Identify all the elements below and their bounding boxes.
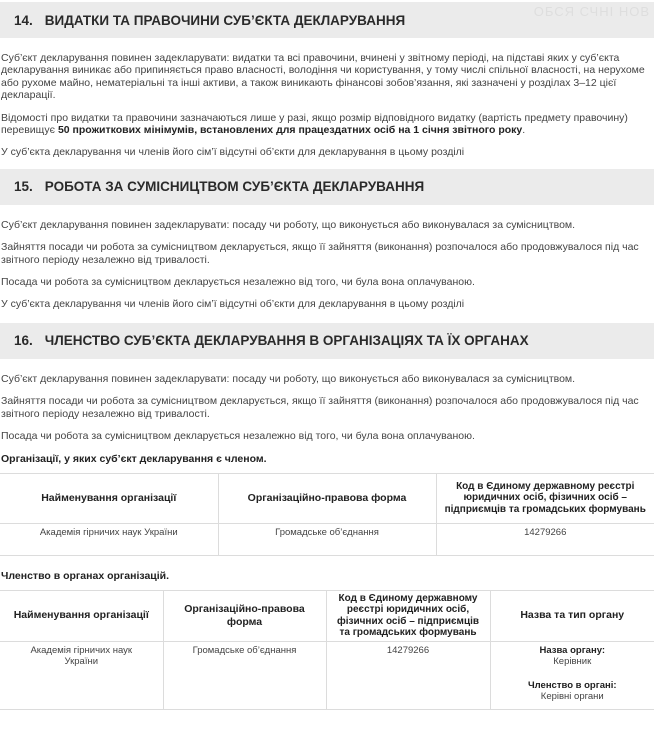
column-header: Найменування організації bbox=[0, 590, 163, 641]
section-15-paid-note: Посада чи робота за сумісництвом декларується незалежно від того, чи була вона оплачуваною. bbox=[1, 276, 475, 289]
section-number: 15. bbox=[14, 179, 33, 195]
table-header-row bbox=[0, 590, 654, 641]
section-title: ВИДАТКИ ТА ПРАВОЧИНИ СУБ’ЄКТА ДЕКЛАРУВАННЯ bbox=[44, 12, 406, 28]
organs-table bbox=[0, 590, 654, 710]
membership-value: Керівні органи bbox=[540, 691, 604, 702]
org-name-cell: Академія гірничих наук України bbox=[0, 523, 218, 555]
section-14-empty-note: У суб’єкта декларування чи членів його сім’ї відсутні об’єкти для декларування в цьому розділі bbox=[1, 146, 465, 159]
section-16-intro: Суб’єкт декларування повинен задекларувати: посаду чи роботу, що виконується або виконувалася за сумісництвом. bbox=[1, 372, 576, 385]
org-code-cell: 14279266 bbox=[436, 523, 654, 555]
organs-table-title: Членство в органах організацій. bbox=[1, 569, 170, 582]
column-header: Код в Єдиному державному реєстрі юридичних осіб, фізичних осіб – підприємців та громадських формувань bbox=[436, 473, 654, 523]
section-15-intro: Суб’єкт декларування повинен задекларувати: посаду чи роботу, що виконується або виконувалася за сумісництвом. bbox=[1, 218, 576, 231]
org-form-cell: Громадське об’єднання bbox=[218, 523, 436, 555]
section-number: 14. bbox=[14, 12, 33, 28]
organ-name-value: Керівник bbox=[553, 656, 592, 667]
section-title: РОБОТА ЗА СУМІСНИЦТВОМ СУБ’ЄКТА ДЕКЛАРУВАННЯ bbox=[44, 179, 425, 195]
section-15-duration-note: Зайняття посади чи робота за сумісництвом декларується, якщо її зайняття (виконання) розпочалося або продовжувалося під час звітного періоду незалежно від тривалості. bbox=[1, 241, 639, 266]
section-14-threshold-note: Відомості про видатки та правочини зазначаються лише у разі, якщо розмір відповідного видатку (вартість предмету правочину) перевищує 50 прожиткових мінімумів, встановлених для працездатних осіб на 1 січня звітного року. bbox=[1, 111, 628, 137]
section-16-header bbox=[0, 323, 654, 359]
column-header: Організаційно-правова форма bbox=[218, 473, 436, 523]
organ-org-form-cell: Громадське об’єднання bbox=[163, 641, 326, 709]
organ-org-name-cell: Академія гірничих наук України bbox=[0, 641, 163, 709]
section-14-intro: Суб’єкт декларування повинен задекларувати: видатки та всі правочини, вчинені у звітному періоді, на підставі яких у суб’єкта декларування виникає або припиняється право власності, володіння чи користування, у тому числі спільної власності, на нерухоме або рухоме майно, нематеріальні та інші активи, а також виникають фінансові зобов’язання, які зазначені у розділах 3–12 цієї декларації. bbox=[1, 52, 645, 102]
column-header: Найменування організації bbox=[0, 473, 218, 523]
section-number: 16. bbox=[14, 333, 33, 349]
organ-org-code-cell: 14279266 bbox=[326, 641, 490, 709]
table-row bbox=[0, 641, 654, 709]
orgs-table-title: Організації, у яких суб’єкт декларування є членом. bbox=[1, 452, 267, 465]
table-header-row bbox=[0, 473, 654, 523]
organ-details-cell bbox=[490, 641, 654, 709]
orgs-table bbox=[0, 473, 654, 556]
watermark: ОБСЯ СЧНІ НОВ bbox=[533, 4, 650, 19]
membership-label: Членство в органі: bbox=[527, 679, 617, 691]
section-15-header bbox=[0, 169, 654, 205]
section-15-empty-note: У суб’єкта декларування чи членів його сім’ї відсутні об’єкти для декларування в цьому розділі bbox=[1, 298, 465, 311]
column-header: Код в Єдиному державному реєстрі юридичних осіб, фізичних осіб – підприємців та громадських формувань bbox=[326, 590, 490, 641]
organ-name-label: Назва органу: bbox=[539, 644, 606, 656]
threshold-emphasis: 50 прожиткових мінімумів, встановлених для працездатних осіб на 1 січня звітного року bbox=[57, 124, 523, 137]
section-16-duration-note: Зайняття посади чи робота за сумісництвом декларується, якщо її зайняття (виконання) розпочалося або продовжувалося під час звітного періоду незалежно від тривалості. bbox=[1, 395, 639, 420]
table-row bbox=[0, 523, 654, 555]
column-header: Організаційно-правова форма bbox=[163, 590, 326, 641]
section-16-paid-note: Посада чи робота за сумісництвом декларується незалежно від того, чи була вона оплачуваною. bbox=[1, 430, 475, 443]
section-title: ЧЛЕНСТВО СУБ’ЄКТА ДЕКЛАРУВАННЯ В ОРГАНІЗАЦІЯХ ТА ЇХ ОРГАНАХ bbox=[44, 333, 529, 349]
column-header: Назва та тип органу bbox=[490, 590, 654, 641]
